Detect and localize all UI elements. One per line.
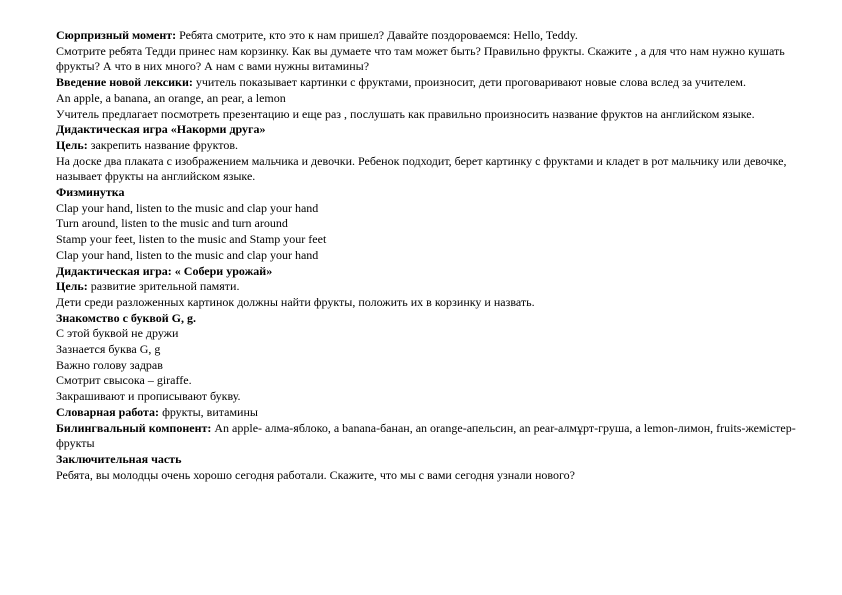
song-line-2 <box>56 216 796 232</box>
paragraph-text: An apple, a banana, an orange, an pear, a lemon <box>56 90 286 105</box>
paragraph-text: Clap your hand, listen to the music and clap your hand <box>56 200 319 215</box>
paragraph-surprise-moment <box>56 28 796 44</box>
paragraph-teddy-basket <box>56 44 796 75</box>
paragraph-text: С этой буквой не дружи <box>56 326 179 341</box>
heading-physical-break <box>56 185 796 201</box>
paragraph-bilingual <box>56 421 796 452</box>
song-line-1 <box>56 201 796 217</box>
paragraph-text: учитель показывает картинки с фруктами, произносит, дети проговаривают новые слова вслед за учителем. <box>192 75 746 90</box>
paragraph-text: Закрашивают и прописывают букву. <box>56 389 241 404</box>
label-goal: Цель: <box>56 137 88 152</box>
paragraph-text: Clap your hand, listen to the music and clap your hand <box>56 247 319 262</box>
paragraph-text: Учитель предлагает посмотреть презентацию и еще раз , послушать как правильно произносить название фруктов на английском языке. <box>56 106 755 121</box>
heading-surprise-moment: Сюрпризный момент: <box>56 28 177 42</box>
paragraph-vocabulary-work <box>56 405 796 421</box>
document-page <box>56 28 796 483</box>
paragraph-coloring <box>56 389 796 405</box>
paragraph-text: Дети среди разложенных картинок должны найти фрукты, положить их в корзинку и назвать. <box>56 294 535 309</box>
poem-line-4 <box>56 373 796 389</box>
heading-text: Заключительная часть <box>56 451 182 466</box>
paragraph-text: Turn around, listen to the music and turn around <box>56 216 288 231</box>
paragraph-find-fruits <box>56 295 796 311</box>
paragraph-closing <box>56 468 796 484</box>
paragraph-text: закрепить название фруктов. <box>87 137 239 152</box>
song-line-4 <box>56 248 796 264</box>
paragraph-new-vocabulary <box>56 75 796 91</box>
paragraph-text: Смотрите ребята Тедди принес нам корзинку. Как вы думаете что там может быть? Правильно фрукты. Скажите , а для что нам нужно кушать фрукты? А что в них много? А нам с вами нужны витамины? <box>56 43 785 74</box>
heading-letter-g <box>56 311 796 327</box>
heading-new-vocabulary: Введение новой лексики: <box>56 75 193 90</box>
heading-feed-friend-game <box>56 122 796 138</box>
paragraph-goal-2 <box>56 279 796 295</box>
heading-bilingual: Билингвальный компонент: <box>56 420 212 435</box>
heading-vocabulary-work: Словарная работа: <box>56 404 160 419</box>
heading-text: Физминутка <box>56 185 125 200</box>
heading-text: Знакомство с буквой G, g. <box>56 310 196 325</box>
paragraph-text: Важно голову задрав <box>56 357 163 372</box>
paragraph-posters <box>56 154 796 185</box>
paragraph-text: развитие зрительной памяти. <box>87 279 240 294</box>
heading-text: Дидактическая игра: « Собери урожай» <box>56 263 273 278</box>
heading-text: Дидактическая игра «Накорми друга» <box>56 122 266 137</box>
label-goal: Цель: <box>56 279 88 294</box>
paragraph-text: An apple- алма-яблоко, a banana-банан, an orange-апельсин, an pear-алмұрт-груша, a lemon-лимон, fruits-жемістер-фрукты <box>56 420 796 451</box>
paragraph-text: Зазнается буква G, g <box>56 342 161 357</box>
paragraph-text: фрукты, витамины <box>159 404 258 419</box>
paragraph-text: Ребята, вы молодцы очень хорошо сегодня работали. Скажите, что мы с вами сегодня узнали нового? <box>56 467 575 482</box>
poem-line-2 <box>56 342 796 358</box>
paragraph-text: Смотрит свысока – giraffe. <box>56 373 192 388</box>
paragraph-fruit-words <box>56 91 796 107</box>
paragraph-text: На доске два плаката с изображением мальчика и девочки. Ребенок подходит, берет картинку с фруктами и кладет в рот мальчику или девочке, называет фрукты на английском языке. <box>56 153 787 184</box>
song-line-3 <box>56 232 796 248</box>
heading-conclusion <box>56 452 796 468</box>
poem-line-3 <box>56 358 796 374</box>
paragraph-text: Stamp your feet, listen to the music and Stamp your feet <box>56 232 327 247</box>
paragraph-goal-1 <box>56 138 796 154</box>
paragraph-text: Ребята смотрите, кто это к нам пришел? Давайте поздороваемся: Hello, Teddy. <box>176 28 578 42</box>
poem-line-1 <box>56 326 796 342</box>
heading-harvest-game <box>56 264 796 280</box>
paragraph-presentation <box>56 107 796 123</box>
